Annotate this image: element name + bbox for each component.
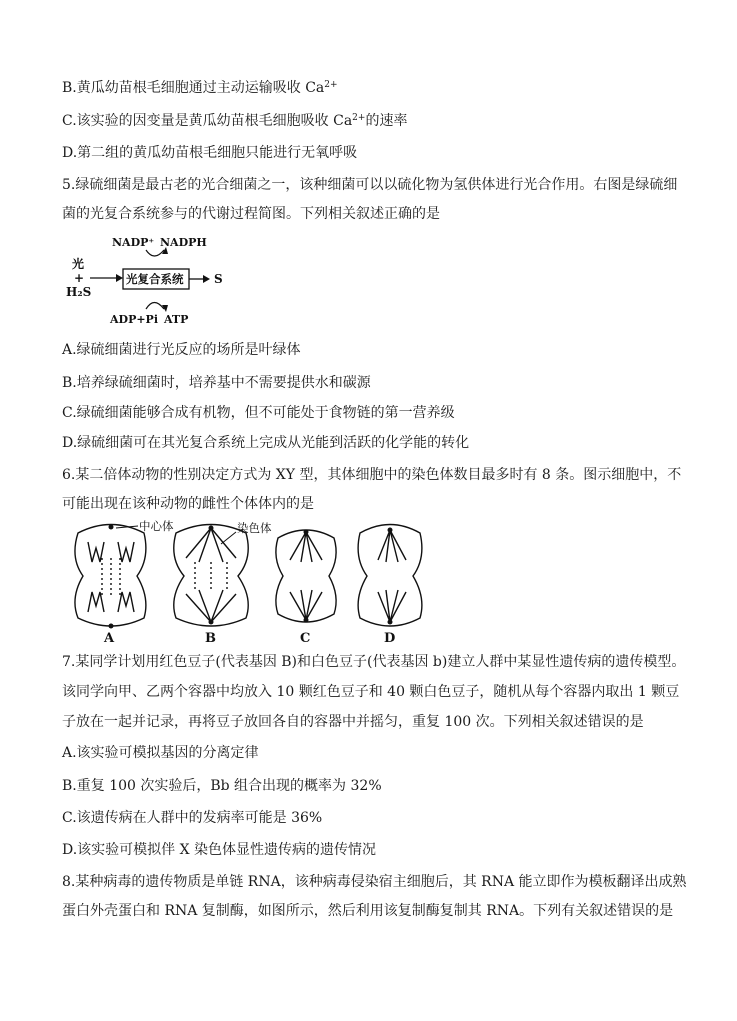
diagram-top-curve bbox=[146, 250, 164, 256]
q7-option-d: D.该实验可模拟伴 X 染色体显性遗传病的遗传情况 bbox=[62, 842, 377, 858]
diagram-input-plus: + bbox=[74, 271, 85, 285]
cell-d-outline bbox=[358, 525, 422, 627]
cell-division-figure bbox=[66, 518, 426, 646]
chromosome-leader-line bbox=[221, 532, 236, 544]
q4-option-c-post: 的速率 bbox=[365, 113, 408, 129]
q8-stem-line2: 蛋白外壳蛋白和 RNA 复制酶，如图所示，然后利用该复制酶复制其 RNA。下列有关叙述错误的是 bbox=[62, 903, 674, 919]
cell-a-spindle bbox=[102, 558, 120, 596]
q7-option-c: C.该遗传病在人群中的发病率可能是 36% bbox=[62, 810, 323, 826]
q7-stem-line1: 7.某同学计划用红色豆子(代表基因 B)和白色豆子(代表基因 b)建立人群中某显性遗传病的遗传模型。 bbox=[62, 654, 686, 670]
diagram-input-arrowhead bbox=[116, 274, 123, 282]
q7-option-b: B.重复 100 次实验后，Bb 组合出现的概率为 32% bbox=[62, 778, 382, 794]
cell-b-centrosome-bottom bbox=[209, 620, 214, 625]
q4-option-b-sup: 2+ bbox=[324, 80, 338, 90]
diagram-output-s: S bbox=[214, 272, 223, 286]
diagram-input-light: 光 bbox=[72, 257, 85, 271]
q6-stem-line1: 6.某二倍体动物的性别决定方式为 XY 型，其体细胞中的染色体数目最多时有 8 条。图示细胞中，不 bbox=[62, 467, 682, 483]
q8-stem-line1: 8.某种病毒的遗传物质是单链 RNA，该种病毒侵染宿主细胞后，其 RNA 能立即作为模板翻译出成熟 bbox=[62, 874, 687, 890]
cell-b-spindle bbox=[195, 562, 227, 590]
cell-d-centrosome-top bbox=[388, 528, 393, 533]
diagram-bottom-left: ADP+Pi bbox=[110, 313, 159, 326]
cell-c-chromosomes-upper bbox=[290, 532, 322, 562]
cell-label-c: C bbox=[300, 631, 311, 646]
cell-d-centrosome-bottom bbox=[388, 620, 393, 625]
cell-b-outline bbox=[174, 525, 248, 627]
cell-label-a: A bbox=[104, 631, 115, 646]
label-chromosome: 染色体 bbox=[237, 521, 272, 535]
diagram-box-label: 光复合系统 bbox=[126, 272, 184, 286]
q5-option-b: B.培养绿硫细菌时，培养基中不需要提供水和碳源 bbox=[62, 375, 371, 391]
cell-b-chromosomes-upper bbox=[186, 528, 236, 562]
q4-option-c-text: C.该实验的因变量是黄瓜幼苗根毛细胞吸收 Ca bbox=[62, 113, 353, 129]
q5-option-c: C.绿硫细菌能够合成有机物，但不可能处于食物链的第一营养级 bbox=[62, 405, 455, 421]
q4-option-b bbox=[62, 78, 687, 98]
cell-c-centrosome-top bbox=[304, 530, 309, 535]
cell-label-d: D bbox=[384, 631, 396, 646]
cell-a-centrosome-top bbox=[109, 525, 114, 530]
cell-c-centrosome-bottom bbox=[304, 618, 309, 623]
diagram-output-arrowhead bbox=[203, 275, 210, 283]
cell-a-outline bbox=[75, 525, 146, 627]
q5-option-d: D.绿硫细菌可在其光复合系统上完成从光能到活跃的化学能的转化 bbox=[62, 435, 470, 451]
diagram-bottom-curve bbox=[146, 303, 164, 310]
q4-option-c bbox=[62, 111, 687, 131]
cell-d-chromosomes-upper bbox=[378, 530, 406, 562]
q4-option-d: D.第二组的黄瓜幼苗根毛细胞只能进行无氧呼吸 bbox=[62, 145, 358, 161]
diagram-top-right: NADPH bbox=[160, 236, 207, 249]
q7-stem-line3: 子放在一起并记录，再将豆子放回各自的容器中并摇匀，重复 100 次。下列相关叙述错误的是 bbox=[62, 714, 644, 730]
q6-stem-line2: 可能出现在该种动物的雌性个体体内的是 bbox=[62, 496, 314, 512]
q4-option-c-sup: 2+ bbox=[352, 113, 366, 123]
q5-stem-line2: 菌的光复合系统参与的代谢过程简图。下列相关叙述正确的是 bbox=[62, 206, 440, 222]
cell-c-outline bbox=[276, 530, 336, 622]
q7-option-a: A.该实验可模拟基因的分离定律 bbox=[62, 745, 259, 761]
cell-c-chromosomes-lower bbox=[290, 590, 322, 620]
label-centrosome: 中心体 bbox=[139, 519, 174, 533]
diagram-bottom-right: ATP bbox=[164, 313, 189, 326]
cell-b-chromosomes-lower bbox=[186, 590, 236, 622]
photosystem-diagram bbox=[60, 232, 240, 328]
cell-b-centrosome-top bbox=[209, 526, 214, 531]
q5-stem-line1: 5.绿硫细菌是最古老的光合细菌之一，该种细菌可以以硫化物为氢供体进行光合作用。右图是绿硫细 bbox=[62, 177, 678, 193]
q7-stem-line2: 该同学向甲、乙两个容器中均放入 10 颗红色豆子和 40 颗白色豆子，随机从每个容器内取出 1 颗豆 bbox=[62, 684, 680, 700]
cell-d-chromosomes-lower bbox=[378, 590, 406, 622]
q4-option-b-text: B.黄瓜幼苗根毛细胞通过主动运输吸收 Ca bbox=[62, 80, 325, 96]
cell-a-centrosome-bottom bbox=[109, 624, 114, 629]
q5-option-a: A.绿硫细菌进行光反应的场所是叶绿体 bbox=[62, 342, 301, 358]
diagram-input-h2s: H₂S bbox=[66, 285, 92, 299]
cell-label-b: B bbox=[205, 631, 216, 646]
diagram-top-left: NADP⁺ bbox=[112, 236, 155, 249]
